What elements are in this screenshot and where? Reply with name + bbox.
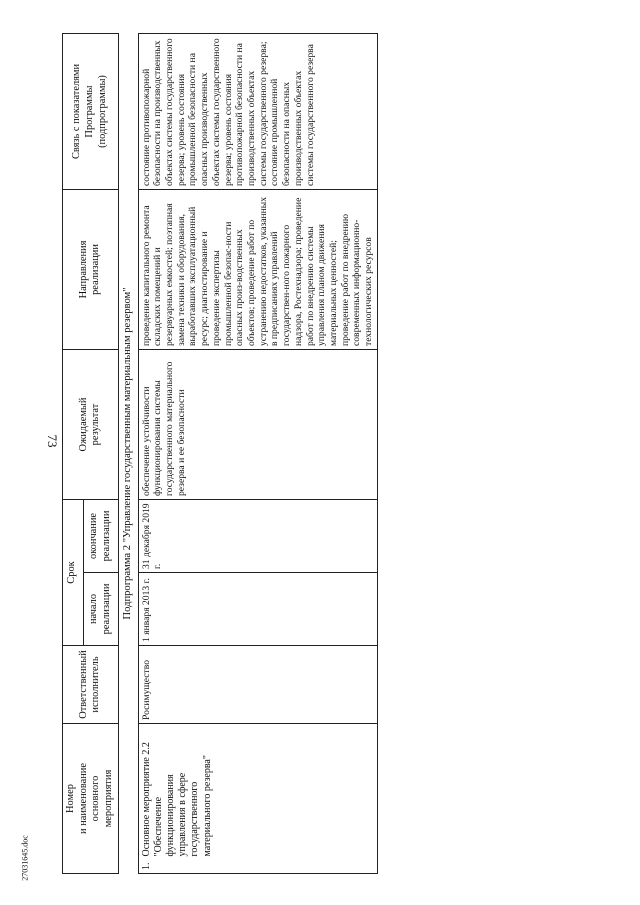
table-row	[138, 34, 377, 874]
measures-table	[62, 33, 378, 874]
header-end: окончание реализации	[83, 500, 118, 573]
header-directions: Направления реализации	[63, 190, 119, 350]
header-term: Срок	[63, 500, 84, 646]
cell-name	[138, 724, 377, 874]
footer-document-code: 27031645.doc	[20, 835, 30, 881]
header-result: Ожидаемый результат	[63, 350, 119, 500]
cell-executor: Росимущество	[138, 646, 377, 724]
row-name: Основное мероприятие 2.2 "Обеспечение функционирования управления в сфере государственного материального резерва"	[140, 742, 213, 857]
cell-start: 1 января 2013 г.	[138, 573, 377, 646]
header-link: Связь с показателями Программы (подпрограммы)	[63, 34, 119, 190]
table-header-row	[63, 34, 84, 874]
rotated-table-container	[62, 34, 582, 874]
row-number: 1.	[140, 862, 152, 870]
page-number: 73	[45, 434, 60, 448]
cell-result: обеспечение устойчивости функционирования системы государственного материального резерва и ее безопасности	[138, 350, 377, 500]
cell-link: состояние противопожарной безопасности на производственных объектах системы государственного резерва; уровень состояния промышленной безопасности на опасных производственных объектах системы государственного резерва; уровень состояния противопожарной безопасности на производственных объектах системы государственного резерва; состояние промышленной безопасности на опасных производственных объектах системы государственного резерва	[138, 34, 377, 190]
subprogram-row	[118, 34, 138, 874]
cell-end: 31 декабря 2019 г.	[138, 500, 377, 573]
header-name: Номер и наименование основного мероприятия	[63, 724, 119, 874]
cell-directions: проведение капитального ремонта складских помещений и резервуарных емкостей; поэтапная замена техники и оборудования, выработавших эксплуатационный ресурс; диагностирование и проведение экспертизы промышленной безопас-ности опасных произ-водственных объектов; проведение работ по устранению недостатков, указанных в предписаниях управлений государствен-ного пожарного надзора, Ростехнадзора; проведение работ по внедрению системы управления планом движения материальных ценностей; проведение работ по внедрению современных информационно-технологических ресурсов	[138, 190, 377, 350]
header-executor: Ответственный исполнитель	[63, 646, 119, 724]
header-start: начало реализации	[83, 573, 118, 646]
subprogram-title: Подпрограмма 2 "Управление государственным материальным резервом"	[118, 34, 138, 874]
